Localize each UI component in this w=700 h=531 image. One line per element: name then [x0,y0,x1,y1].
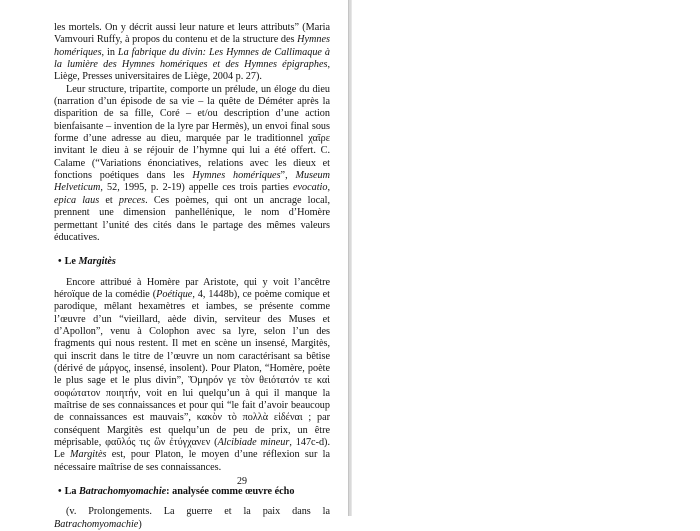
left-page [0,0,348,530]
paragraph-2: Leur structure, tripartite, comporte un prélude, un éloge du dieu (narration d’un épisode de sa vie – la quête de Déméter après la disparition de sa fille, Coré – et/ou description d’une action bienfaisante – invention de la lyre par Hermès), un envoi final sous forme d’une adresse au dieu, marquée par le traditionnel χαῖρε invitant le dieu à se réjouir de l’hymne qui lui a été offert. C. Calame (“Variations énonciatives, relations avec les dieux et fonctions poétiques dans les Hymnes homériques”, Museum Helveticum, 52, 1995, p. 2-19) appelle ces trois parties evocatio, epica laus et preces. Ces poèmes, qui ont un ancrage local, prennent une dimension panhellénique, le nom d’Homère permettant l’unité des cités dans le partage des mêmes valeurs éducatives. [54,83,331,243]
paragraph-4: (v. Prolongements. La guerre et la paix dans la Batrachomyomachie) [54,506,330,530]
page-text [54,22,330,531]
right-page-blank [352,0,700,516]
page-number: 29 [237,476,247,487]
section-heading-batrachomyomachie: • La Batrachomyomachie: analysée comme œuvre écho [58,486,295,498]
paragraph-3: Encore attribué à Homère par Aristote, qui y voit l’ancêtre héroïque de la comédie (Poétique, 4, 1448b), ce poème comique et parodique, mêlant hexamètres et iambes, se présente comme l’œuvre d’un “vieillard, aède divin, serviteur des Muses et d’Apollon”, venu à Colophon avec sa lyre, selon l’un des fragments qui nous restent. Il met en scène un insensé, Margitès, qui inscrit dans le titre de l’œuvre un nom caractérisant sa bêtise (dérivé de μάργος, insensé, insolent). Pour Platon, “Homère, poète le plus sage et le plus divin”, Ὅμηρόν γε τὸν θειότατόν τε καὶ σοφώτατον ποιητήν, voit en lui quelqu’un à qui il manque la maîtrise de ses connaissances et pour qui “le fait d’avoir beaucoup de connaissances est mauvais”, κακὸν τὸ πολλὰ εἰδέναι ; par conséquent Margitès est quelqu’un de peu de prix, un être méprisable, φαῦλός τις ὢν ἐτύγχανεν (Alcibiade mineur, 147c-d). Le Margitès est, pour Platon, le moyen d’une réflexion sur la nécessaire maîtrise de ses connaissances. [54,276,330,473]
paragraph-1: les mortels. On y décrit aussi leur nature et leurs attributs” (Maria Vamvouri Ruffy, à propos du contenu et de la structure des Hymnes homériques, in La fabrique du divin: Les Hymnes de Callimaque à la lumière des Hymnes homériques et des Hymnes épigraphes, Liège, Presses universitaires de Liège, 2004 p. 27). [54,22,330,83]
section-heading-margites: • Le Margitès [58,256,116,268]
